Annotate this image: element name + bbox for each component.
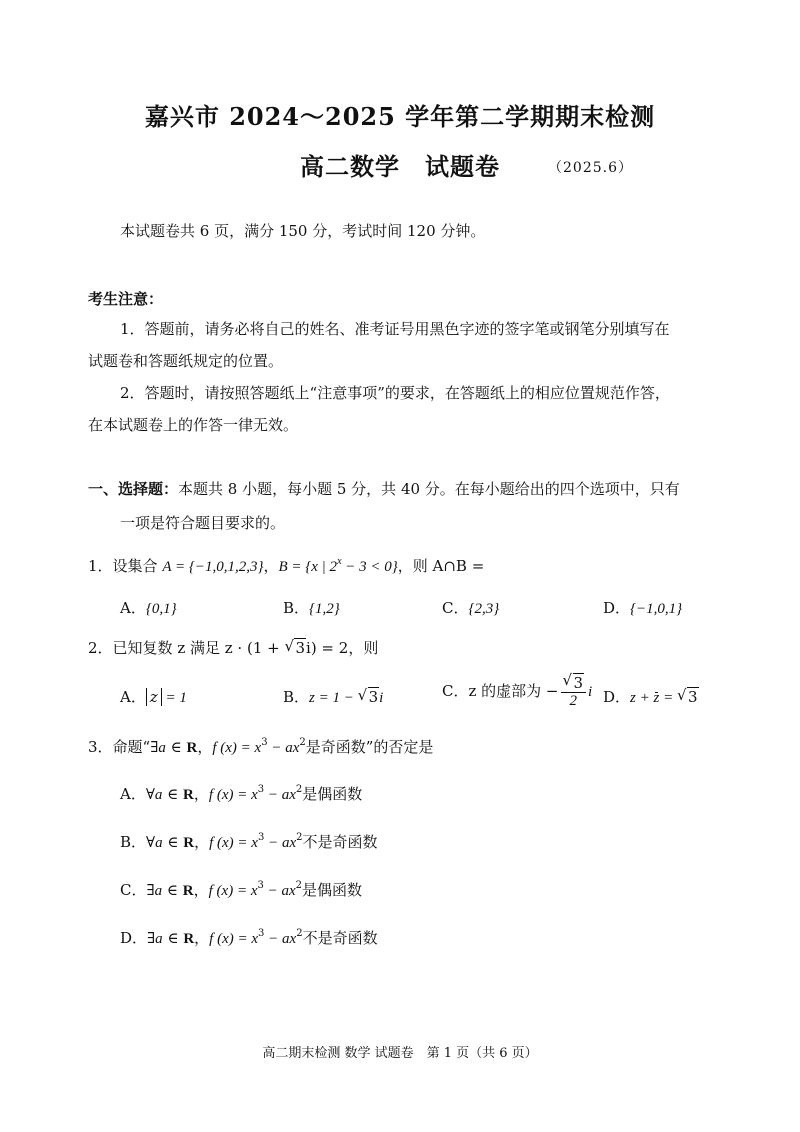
real-set: R <box>183 787 194 803</box>
q2-radicand: 3 <box>295 639 306 657</box>
option-text: 不是奇函数 <box>302 929 378 947</box>
q3-var-a: a <box>158 740 166 756</box>
func: f (x) = x <box>208 883 258 899</box>
q1-set-b-exp: x <box>337 556 342 567</box>
fraction-numerator <box>561 675 587 693</box>
radicand: 3 <box>687 688 698 706</box>
notice-item-2-line-2: 在本试题卷上的作答一律无效。 <box>88 416 299 434</box>
q3-stem-post: 是奇函数”的否定是 <box>305 738 434 756</box>
q3-option-b[interactable] <box>120 831 378 852</box>
option-label: A． <box>120 785 146 803</box>
option-label: D． <box>120 929 148 947</box>
option-label: D． <box>603 599 631 617</box>
q3-option-c[interactable] <box>120 879 362 900</box>
option-label: B． <box>283 599 310 617</box>
func: f (x) = x <box>209 835 258 851</box>
real-set: R <box>182 883 194 899</box>
option-text: {0,1} <box>145 601 177 617</box>
q3-number: 3． <box>88 738 113 756</box>
quantifier: ∃ <box>146 881 155 899</box>
exp-2: 2 <box>296 832 303 843</box>
var-a: a <box>155 931 163 947</box>
q2-option-b[interactable] <box>283 686 383 707</box>
fraction-denominator: 2 <box>569 692 578 709</box>
q3-func-mid: − ax <box>267 740 300 756</box>
q2-number: 2． <box>88 639 113 657</box>
question-3 <box>88 736 433 757</box>
exp-2: 2 <box>295 784 303 795</box>
comma: ， <box>193 881 209 899</box>
q3-option-a[interactable] <box>120 783 362 804</box>
func-mid: − ax <box>264 787 296 803</box>
in: ∈ <box>162 833 184 851</box>
exp-3: 3 <box>257 832 265 843</box>
section-1-heading <box>88 478 680 499</box>
option-text: {1,2} <box>309 601 340 617</box>
exam-date: （2025.6） <box>548 160 633 176</box>
q1-option-d[interactable] <box>603 597 682 618</box>
q3-option-d[interactable] <box>120 927 378 948</box>
exp-3: 3 <box>257 880 264 891</box>
option-text: = 1 <box>161 690 187 706</box>
q2-stem-post: i) = 2 <box>306 639 349 657</box>
page-footer: 高二期末检测 数学 试题卷 第 1 页（共 6 页） <box>262 1046 538 1061</box>
exp-2: 2 <box>295 880 303 891</box>
exam-title: 嘉兴市 2024～2025 学年第二学期期末检测 <box>144 102 656 131</box>
quantifier: ∀ <box>145 785 155 803</box>
option-text: {2,3} <box>468 601 500 617</box>
var-a: a <box>155 835 163 851</box>
q2-option-c[interactable] <box>442 675 592 709</box>
q2-sqrt <box>284 639 306 657</box>
real-set: R <box>183 931 195 947</box>
q3-in: ∈ <box>165 738 187 756</box>
var-a: a <box>154 787 163 803</box>
section-1-desc-line-2: 一项是符合题目要求的。 <box>120 514 286 532</box>
radicand: 3 <box>368 688 379 706</box>
option-text: z = 1 − <box>309 690 358 706</box>
option-text: 是偶函数 <box>302 881 363 899</box>
option-text-tail: i <box>588 684 593 700</box>
quantifier: ∀ <box>146 833 156 851</box>
func: f (x) = x <box>209 931 259 947</box>
q1-option-a[interactable] <box>120 597 177 618</box>
sqrt <box>677 688 699 706</box>
q2-stem-pre: 已知复数 z 满足 z · (1 + <box>112 639 285 657</box>
quantifier: ∃ <box>147 929 156 947</box>
subtitle-text: 高二数学 试题卷 <box>300 152 500 181</box>
notice-item-1-line-2: 试题卷和答题纸规定的位置。 <box>88 352 284 370</box>
real-set: R <box>183 835 195 851</box>
radicand: 3 <box>573 674 584 692</box>
option-label: A． <box>120 599 146 617</box>
q3-exp-2: 2 <box>299 737 306 748</box>
option-label: C． <box>120 881 147 899</box>
sqrt <box>358 688 380 706</box>
in: ∈ <box>162 785 184 803</box>
option-eq: = <box>659 690 677 706</box>
q3-stem-pre: 命题“∃ <box>112 738 159 756</box>
q1-stem-pre: 设集合 <box>112 557 163 575</box>
abs-value: z <box>146 688 162 706</box>
option-label: D． <box>603 688 631 706</box>
q1-stem-mid: ， <box>263 557 279 575</box>
q1-set-b-post: − 3 < 0} <box>341 559 398 575</box>
q1-option-c[interactable] <box>442 597 499 618</box>
func-mid: − ax <box>264 931 297 947</box>
option-label: A． <box>120 688 146 706</box>
fraction <box>561 675 587 709</box>
q3-exp-3: 3 <box>261 737 268 748</box>
func: f (x) = x <box>208 787 258 803</box>
option-text: 是偶函数 <box>302 785 363 803</box>
comma: ， <box>194 833 210 851</box>
in: ∈ <box>162 929 184 947</box>
question-2 <box>88 637 378 658</box>
exp-3: 3 <box>257 784 265 795</box>
notice-heading: 考生注意： <box>88 290 164 308</box>
q2-option-d[interactable] <box>603 686 699 707</box>
notice-item-1-line-1: 1．答题前，请务必将自己的姓名、准考证号用黑色字迹的签字笔或钢笔分别填写在 <box>120 320 670 338</box>
q3-func: f (x) = x <box>212 740 262 756</box>
comma: ， <box>193 785 209 803</box>
q3-real-set: R <box>186 740 198 756</box>
exp-3: 3 <box>258 928 265 939</box>
q1-set-b-pre: B = {x | 2 <box>278 559 338 575</box>
section-1-label: 一、选择题： <box>88 480 179 498</box>
question-1 <box>88 555 484 576</box>
notice-item-2-line-1: 2．答题时，请按照答题纸上“注意事项”的要求，在答题纸上的相应位置规范作答， <box>120 384 670 402</box>
option-text: z 的虚部为 − <box>468 682 559 700</box>
option-text: {−1,0,1} <box>630 601 683 617</box>
option-label: C． <box>442 599 469 617</box>
q2-option-a[interactable] <box>120 686 187 707</box>
q1-option-b[interactable] <box>283 597 340 618</box>
q2-stem-tail: ，则 <box>348 639 379 657</box>
option-label: C． <box>442 682 469 700</box>
func-mid: − ax <box>263 883 296 899</box>
option-label: B． <box>120 833 147 851</box>
var-a: a <box>154 883 163 899</box>
exam-intro: 本试题卷共 6 页，满分 150 分，考试时间 120 分钟。 <box>120 222 486 240</box>
q3-comma: ， <box>197 738 213 756</box>
comma: ， <box>194 929 210 947</box>
exam-subtitle <box>300 147 633 182</box>
option-text: 不是奇函数 <box>302 833 378 851</box>
option-label: B． <box>283 688 310 706</box>
in: ∈ <box>162 881 183 899</box>
option-text-tail: i <box>379 690 384 706</box>
exp-2: 2 <box>296 928 303 939</box>
option-text: z + <box>630 690 654 706</box>
section-1-desc: 本题共 8 小题，每小题 5 分，共 40 分。在每小题给出的四个选项中，只有 <box>178 480 680 498</box>
func-mid: − ax <box>264 835 297 851</box>
q1-stem-tail: ，则 A∩B = <box>397 557 485 575</box>
q1-set-a: A = {−1,0,1,2,3} <box>162 559 264 575</box>
q1-number: 1． <box>88 557 113 575</box>
conjugate-z: z <box>653 690 660 706</box>
